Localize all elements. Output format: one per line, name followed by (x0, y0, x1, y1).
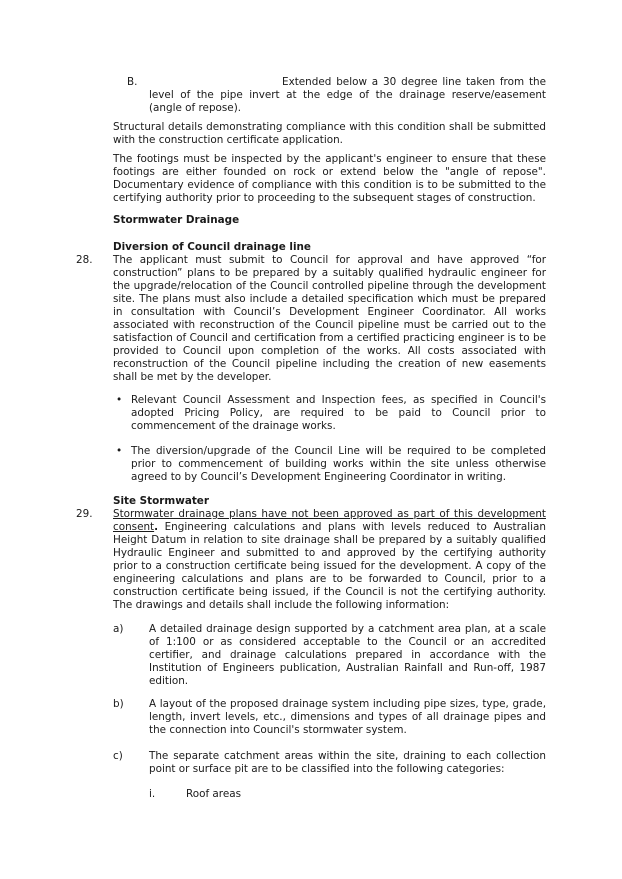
heading-diversion: Diversion of Council drainage line (113, 241, 311, 253)
item-b2-text: A layout of the proposed drainage system including pipe sizes, type, grade, length, invert levels, etc., dimensions and types of all drainage pipes and the connection into Council's stormwater system. (149, 698, 546, 736)
item-b-label: B. (127, 76, 138, 88)
condition-28-text: The applicant must submit to Council for approval and have approved “for construction” plans to be prepared by a suitably qualified hydraulic engineer for the upgrade/relocation of the Council controlled pipeline through the development site. The plans must also include a detailed specification which must be prepared in consultation with Council’s Development Engineer Coordinator. All works associated with reconstruction of the Council pipeline must be carried out to the satisfaction of Council and certification from a certified practicing engineer is to be provided to Council upon completion of the works. All costs associated with reconstruction of the Council pipeline including the creation of new easements shall be met by the developer. (113, 254, 546, 383)
paragraph-footings: The footings must be inspected by the applicant's engineer to ensure that these footings are either founded on rock or extend below the "angle of repose". Documentary evidence of compliance with this condition is to be submitted to the certifying authority prior to proceeding to the subsequent stages of construction. (113, 153, 546, 204)
condition-28-number: 28. (76, 254, 93, 266)
condition-29-body: Engineering calculations and plans with levels reduced to Australian Height Datum in relation to site drainage shall be prepared by a suitably qualified Hydraulic Engineer and submitted to and approved by the certifying authority prior to a construction certificate being issued for the development. A copy of the engineering calculations and plans are to be forwarded to Council, prior to a construction certificate being issued, if the Council is not the certifying authority. The drawings and details shall include the following information: (113, 521, 546, 611)
condition-29-underlined: Stormwater drainage plans have not been approved as part of this development consent (113, 508, 546, 533)
subitem-i-text: Roof areas (186, 788, 242, 800)
item-c-label: c) (113, 750, 123, 762)
item-c-text: The separate catchment areas within the site, draining to each collection point or surface pit are to be classified into the following categories: (149, 750, 546, 775)
item-b-text: Extended below a 30 degree line taken from the level of the pipe invert at the edge of the drainage reserve/easement (angle of repose). (149, 76, 546, 114)
condition-29-number: 29. (76, 508, 93, 520)
bullet-glyph: • (116, 394, 123, 406)
paragraph-structural: Structural details demonstrating compliance with this condition shall be submitted with the construction certificate application. (113, 121, 546, 146)
bullet-item: The diversion/upgrade of the Council Line will be required to be completed prior to commencement of building works within the site unless otherwise agreed to by Council’s Development Engineering Coordinator in writing. (131, 445, 546, 483)
heading-site-stormwater: Site Stormwater (113, 495, 209, 507)
item-a-label: a) (113, 623, 124, 635)
bullet-item: Relevant Council Assessment and Inspection fees, as specified in Council's adopted Pricing Policy, are required to be paid to Council prior to commencement of the drainage works. (131, 394, 546, 432)
bullet-glyph: • (116, 445, 123, 457)
item-a-text: A detailed drainage design supported by a catchment area plan, at a scale of 1:100 or as considered acceptable to the Council or an accredited certifier, and drainage calculations prepared in accordance with the Institution of Engineers publication, Australian Rainfall and Run-off, 1987 edition. (149, 623, 546, 687)
heading-stormwater-drainage: Stormwater Drainage (113, 214, 240, 226)
subitem-i-label: i. (149, 788, 156, 800)
condition-29-text (113, 508, 546, 612)
condition-29-period: . (154, 521, 159, 533)
item-b2-label: b) (113, 698, 124, 710)
